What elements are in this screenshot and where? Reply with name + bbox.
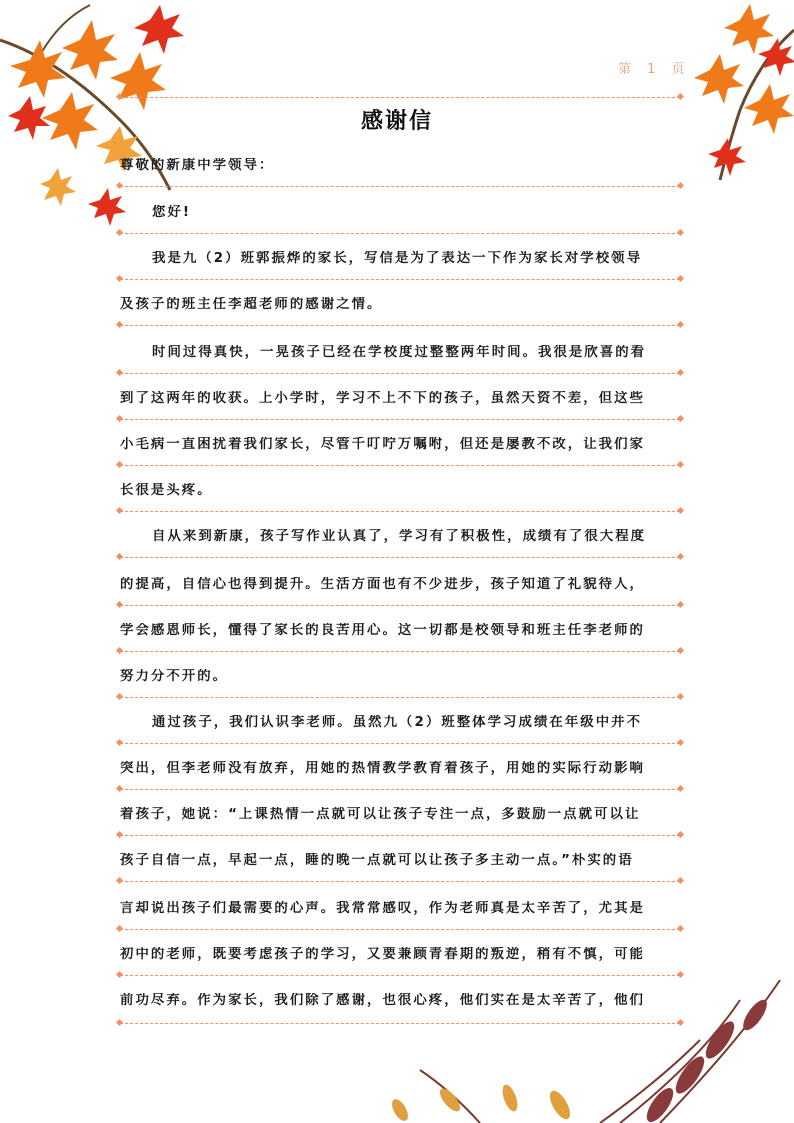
ruled-line [120,835,680,836]
ruled-line [120,511,680,512]
ruled-line [120,186,680,187]
ruled-line [120,325,680,326]
body-line: 孩子自信一点，早起一点，睡的晚一点就可以让孩子多主动一点。”朴实的语 [120,853,634,868]
ruled-line [120,881,680,882]
ruled-line [120,557,680,558]
ruled-line [120,465,680,466]
ruled-line [120,789,680,790]
body-line: 着孩子，她说：“上课热情一点就可以让孩子专注一点，多鼓励一点就可以让 [120,807,641,822]
body-line: 的提高，自信心也得到提升。生活方面也有不少进步，孩子知道了礼貌待人， [120,577,645,592]
maple-leaves-top-right-decoration [680,0,794,200]
body-line: 努力分不开的。 [120,669,229,684]
body-line: 到了这两年的收获。上小学时，学习不上不下的孩子，虽然天资不差，但这些 [120,391,645,406]
body-line: 言却说出孩子们最需要的心声。我常常感叹，作为老师真是太辛苦了，尤其是 [120,901,645,916]
ruled-line [120,651,680,652]
body-line: 前功尽弃。作为家长，我们除了感谢，也很心疼，他们实在是太辛苦了，他们 [120,993,645,1008]
ruled-line [120,97,680,98]
ruled-line [120,605,680,606]
letter-title: 感谢信 [360,109,433,134]
ruled-line [120,419,680,420]
body-line: 长很是头疼。 [120,483,213,498]
ruled-line [120,697,680,698]
body-line: 突出，但李老师没有放弃，用她的热情教学教育着孩子，用她的实际行动影响 [120,761,645,776]
greeting-line: 您好! [152,205,192,220]
ruled-line [120,1023,680,1024]
body-line: 小毛病一直困扰着我们家长，尽管千叮咛万嘱咐，但还是屡教不改，让我们家 [120,437,645,452]
page-number: 第 1 页 [618,62,691,77]
body-line: 自从来到新康，孩子写作业认真了，学习有了积极性，成绩有了很大程度 [152,529,647,544]
body-line: 学会感恩师长，懂得了家长的良苦用心。这一切都是校领导和班主任李老师的 [120,623,645,638]
ruled-line [120,373,680,374]
ruled-line [120,279,680,280]
salutation-line: 尊敬的新康中学领导： [120,158,275,173]
ruled-line [120,929,680,930]
ruled-line [120,743,680,744]
body-line: 我是九（2）班郭振烨的家长，写信是为了表达一下作为家长对学校领导 [152,251,643,266]
ruled-line [120,975,680,976]
body-line: 通过孩子，我们认识李老师。虽然九（2）班整体学习成绩在年级中并不 [152,715,643,730]
body-line: 时间过得真快，一晃孩子已经在学校度过整整两年时间。我很是欣喜的看 [152,345,647,360]
ruled-line [120,233,680,234]
body-line: 及孩子的班主任李超老师的感谢之情。 [120,297,383,312]
body-line: 初中的老师，既要考虑孩子的学习，又要兼顾青春期的叛逆，稍有不慎，可能 [120,947,645,962]
